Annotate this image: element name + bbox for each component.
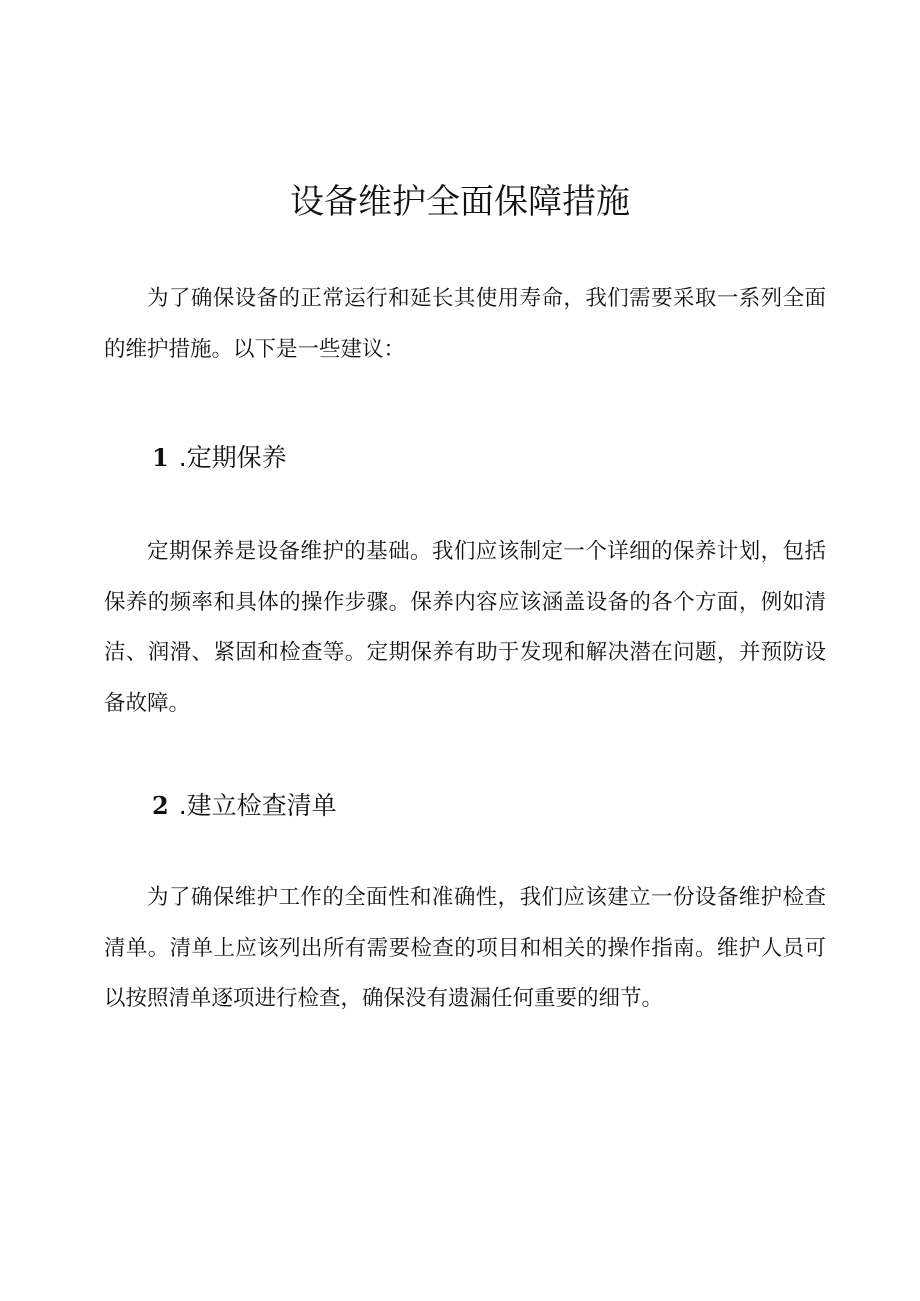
section-title-2: .建立检查清单 (178, 791, 337, 820)
intro-paragraph: 为了确保设备的正常运行和延长其使用寿命，我们需要采取一系列全面的维护措施。以下是一些建议： (104, 286, 826, 362)
section-body-1: 定期保养是设备维护的基础。我们应该制定一个详细的保养计划，包括保养的频率和具体的操作步骤。保养内容应该涵盖设备的各个方面，例如清洁、润滑、紧固和检查等。定期保养有助于发现和解决潜在问题，并预防设备故障。 (104, 539, 826, 716)
section-heading-2 (152, 786, 337, 826)
section-heading-1 (152, 438, 287, 478)
section-number-1: 1 (152, 443, 169, 472)
section-body-2: 为了确保维护工作的全面性和准确性，我们应该建立一份设备维护检查清单。清单上应该列出所有需要检查的项目和相关的操作指南。维护人员可以按照清单逐项进行检查，确保没有遗漏任何重要的细节。 (104, 885, 826, 1011)
section-number-2: 2 (152, 791, 169, 820)
section-title-1: .定期保养 (178, 443, 287, 472)
document-title: 设备维护全面保障措施 (290, 182, 630, 222)
